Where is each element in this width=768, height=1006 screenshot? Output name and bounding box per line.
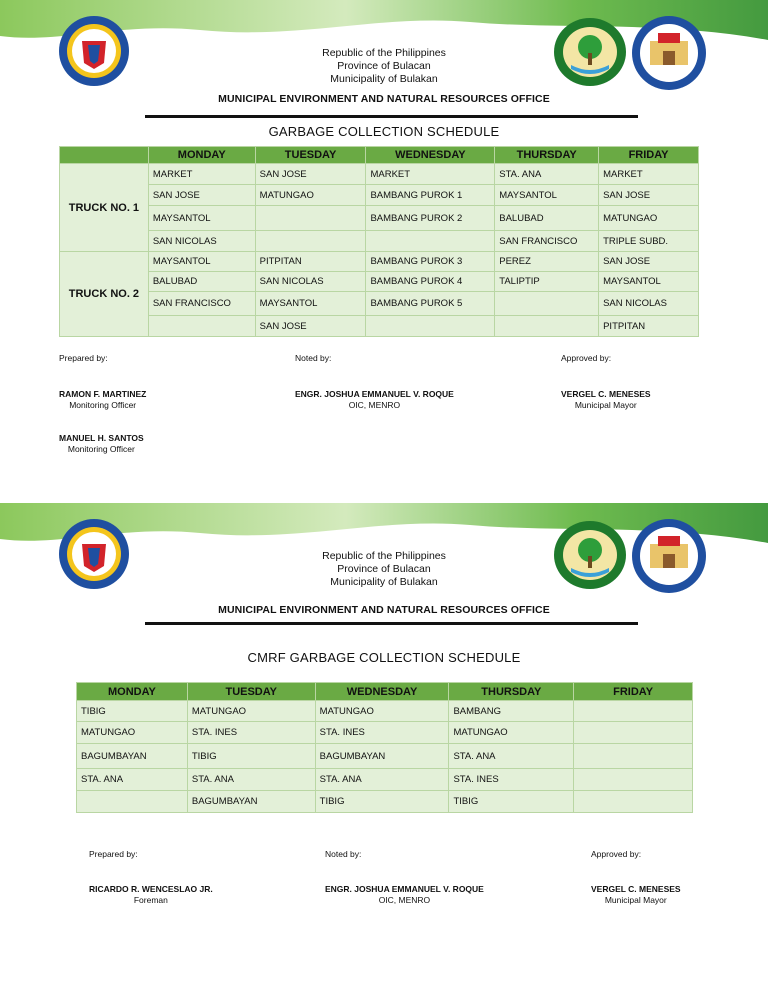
cell: MARKET bbox=[366, 164, 495, 185]
cell: MAYSANTOL bbox=[495, 185, 599, 206]
cell bbox=[77, 791, 188, 813]
cmrf-schedule-title: CMRF GARBAGE COLLECTION SCHEDULE bbox=[247, 650, 521, 665]
table-row bbox=[60, 206, 699, 231]
province-line: Province of Bulacan bbox=[337, 60, 431, 72]
municipality-line: Municipality of Bulakan bbox=[330, 576, 438, 588]
header-wednesday: WEDNESDAY bbox=[315, 683, 449, 701]
cell: TRIPLE SUBD. bbox=[599, 231, 699, 252]
cell: TIBIG bbox=[315, 791, 449, 813]
cell: STA. INES bbox=[187, 722, 315, 744]
signatory-title: Monitoring Officer bbox=[67, 444, 135, 454]
cell bbox=[148, 316, 255, 337]
cell: SAN NICOLAS bbox=[255, 272, 366, 292]
header-friday: FRIDAY bbox=[574, 683, 693, 701]
header-friday: FRIDAY bbox=[599, 147, 699, 164]
approved-signatory bbox=[591, 884, 681, 906]
cell: BAMBANG PUROK 2 bbox=[366, 206, 495, 231]
cell: BAGUMBAYAN bbox=[187, 791, 315, 813]
schedule-title: GARBAGE COLLECTION SCHEDULE bbox=[268, 124, 500, 139]
cell: BAMBANG bbox=[449, 701, 574, 722]
cell: PITPITAN bbox=[599, 316, 699, 337]
cell: MAYSANTOL bbox=[599, 272, 699, 292]
cell: MARKET bbox=[148, 164, 255, 185]
cell bbox=[574, 791, 693, 813]
cell: SAN JOSE bbox=[255, 164, 366, 185]
cell bbox=[255, 231, 366, 252]
header-rule bbox=[145, 115, 638, 118]
table-row bbox=[77, 769, 693, 791]
table-row bbox=[60, 164, 699, 185]
cell: MAYSANTOL bbox=[148, 206, 255, 231]
municipality-line: Municipality of Bulakan bbox=[330, 73, 438, 85]
signatory-name: MANUEL H. SANTOS bbox=[59, 433, 144, 443]
cell bbox=[255, 206, 366, 231]
signatory-title: Monitoring Officer bbox=[69, 400, 137, 410]
prepared-signatory bbox=[89, 884, 213, 906]
table-row bbox=[60, 316, 699, 337]
cell: MATUNGAO bbox=[77, 722, 188, 744]
signatory-name: RICARDO R. WENCESLAO JR. bbox=[89, 884, 213, 894]
prepared-label: Prepared by: bbox=[89, 849, 138, 859]
table-row bbox=[60, 185, 699, 206]
cell: PEREZ bbox=[495, 252, 599, 272]
cell: BAMBANG PUROK 4 bbox=[366, 272, 495, 292]
cell: STA. ANA bbox=[315, 769, 449, 791]
table-row bbox=[77, 791, 693, 813]
cell: SAN FRANCISCO bbox=[495, 231, 599, 252]
header-thursday: THURSDAY bbox=[495, 147, 599, 164]
cmrf-schedule-table bbox=[76, 682, 693, 813]
table-row bbox=[77, 744, 693, 769]
cell: BAGUMBAYAN bbox=[315, 744, 449, 769]
cell: MAYSANTOL bbox=[148, 252, 255, 272]
garbage-schedule-table bbox=[59, 146, 699, 337]
cell: MATUNGAO bbox=[315, 701, 449, 722]
cell: MAYSANTOL bbox=[255, 292, 366, 316]
cell: SAN JOSE bbox=[148, 185, 255, 206]
cell: PITPITAN bbox=[255, 252, 366, 272]
header-monday: MONDAY bbox=[148, 147, 255, 164]
cell: SAN JOSE bbox=[599, 185, 699, 206]
cell: STA. ANA bbox=[449, 744, 574, 769]
noted-signatory bbox=[325, 884, 484, 906]
header-tuesday: TUESDAY bbox=[255, 147, 366, 164]
signatory-name: ENGR. JOSHUA EMMANUEL V. ROQUE bbox=[325, 884, 484, 894]
signatory-title: Municipal Mayor bbox=[604, 895, 667, 905]
cell bbox=[574, 769, 693, 791]
header-tuesday: TUESDAY bbox=[187, 683, 315, 701]
cell: STA. ANA bbox=[77, 769, 188, 791]
cell: BAMBANG PUROK 3 bbox=[366, 252, 495, 272]
cell: TIBIG bbox=[187, 744, 315, 769]
cell: SAN NICOLAS bbox=[599, 292, 699, 316]
signatory-name: VERGEL C. MENESES bbox=[561, 389, 651, 399]
table-row bbox=[60, 252, 699, 272]
approved-signatory bbox=[561, 389, 651, 411]
header-blank bbox=[60, 147, 149, 164]
noted-signatory bbox=[295, 389, 454, 411]
prepared-signatory-2 bbox=[59, 433, 144, 455]
signatory-name: ENGR. JOSHUA EMMANUEL V. ROQUE bbox=[295, 389, 454, 399]
header-monday: MONDAY bbox=[77, 683, 188, 701]
cell bbox=[366, 316, 495, 337]
cell: SAN JOSE bbox=[255, 316, 366, 337]
cell: TIBIG bbox=[77, 701, 188, 722]
header-wednesday: WEDNESDAY bbox=[366, 147, 495, 164]
cell bbox=[366, 231, 495, 252]
signatory-name: VERGEL C. MENESES bbox=[591, 884, 681, 894]
cell bbox=[574, 701, 693, 722]
cell: SAN JOSE bbox=[599, 252, 699, 272]
signatory-name: RAMON F. MARTINEZ bbox=[59, 389, 147, 399]
approved-label: Approved by: bbox=[561, 353, 612, 363]
cell: MATUNGAO bbox=[599, 206, 699, 231]
noted-label: Noted by: bbox=[325, 849, 362, 859]
header-thursday: THURSDAY bbox=[449, 683, 574, 701]
cell: MARKET bbox=[599, 164, 699, 185]
cell: STA. ANA bbox=[495, 164, 599, 185]
cell: STA. INES bbox=[315, 722, 449, 744]
truck-1-label: TRUCK NO. 1 bbox=[60, 164, 149, 252]
cell: STA. INES bbox=[449, 769, 574, 791]
table-row bbox=[60, 231, 699, 252]
republic-line: Republic of the Philippines bbox=[322, 47, 446, 59]
header-rule bbox=[145, 622, 638, 625]
cell: TIBIG bbox=[449, 791, 574, 813]
cell: BAMBANG PUROK 5 bbox=[366, 292, 495, 316]
noted-label: Noted by: bbox=[295, 353, 332, 363]
cell: BALUBAD bbox=[495, 206, 599, 231]
cell: MATUNGAO bbox=[187, 701, 315, 722]
cell: TALIPTIP bbox=[495, 272, 599, 292]
cell: SAN FRANCISCO bbox=[148, 292, 255, 316]
table-row bbox=[77, 722, 693, 744]
prepared-label: Prepared by: bbox=[59, 353, 108, 363]
signatory-title: OIC, MENRO bbox=[348, 400, 401, 410]
cell: MATUNGAO bbox=[255, 185, 366, 206]
prepared-signatory-1 bbox=[59, 389, 146, 411]
approved-label: Approved by: bbox=[591, 849, 642, 859]
cell bbox=[495, 316, 599, 337]
cell: BAGUMBAYAN bbox=[77, 744, 188, 769]
table-row bbox=[77, 701, 693, 722]
office-name: MUNICIPAL ENVIRONMENT AND NATURAL RESOURCES OFFICE bbox=[218, 604, 550, 616]
cell: BALUBAD bbox=[148, 272, 255, 292]
signatory-title: Foreman bbox=[133, 895, 168, 905]
cell bbox=[495, 292, 599, 316]
cell: STA. ANA bbox=[187, 769, 315, 791]
cell: SAN NICOLAS bbox=[148, 231, 255, 252]
office-name: MUNICIPAL ENVIRONMENT AND NATURAL RESOURCES OFFICE bbox=[218, 93, 550, 105]
truck-2-label: TRUCK NO. 2 bbox=[60, 252, 149, 337]
table-row bbox=[60, 272, 699, 292]
signatory-title: OIC, MENRO bbox=[378, 895, 431, 905]
cell bbox=[574, 722, 693, 744]
cell: BAMBANG PUROK 1 bbox=[366, 185, 495, 206]
table-row bbox=[60, 292, 699, 316]
republic-line: Republic of the Philippines bbox=[322, 550, 446, 562]
cell bbox=[574, 744, 693, 769]
province-line: Province of Bulacan bbox=[337, 563, 431, 575]
cell: MATUNGAO bbox=[449, 722, 574, 744]
signatory-title: Municipal Mayor bbox=[574, 400, 637, 410]
